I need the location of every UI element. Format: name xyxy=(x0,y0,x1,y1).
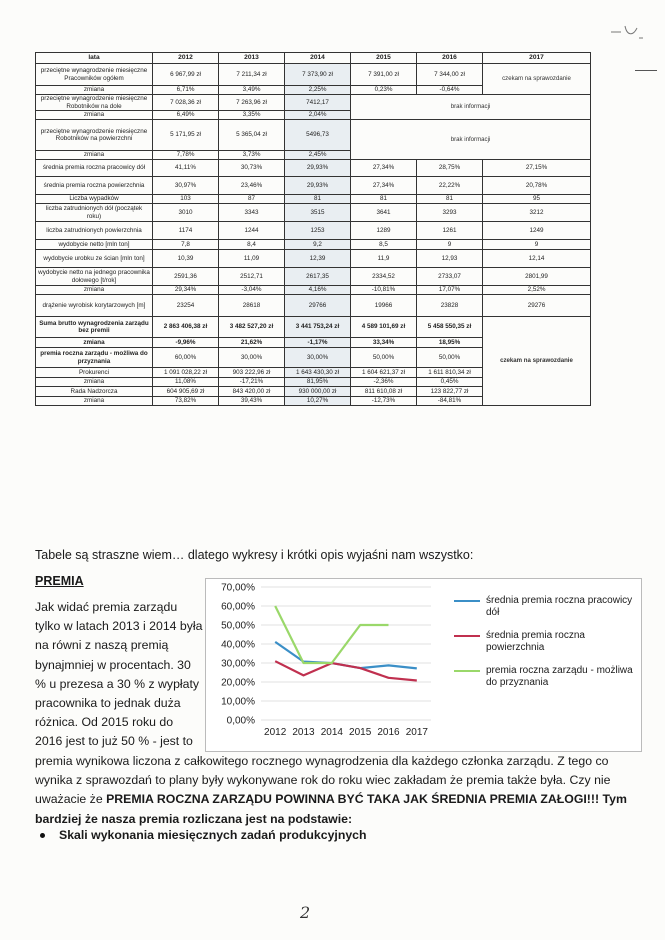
cell: 3 482 527,20 zł xyxy=(219,317,285,338)
row-label: zmiana xyxy=(36,338,153,348)
cell: 3212 xyxy=(483,204,591,222)
cell: 2801,99 xyxy=(483,268,591,286)
cell: 1 643 430,30 zł xyxy=(285,368,351,378)
cell: 1261 xyxy=(417,222,483,240)
row-label: Rada Nadzorcza xyxy=(36,387,153,397)
row-label: Suma brutto wynagrodzenia zarządu bez premii xyxy=(36,317,153,338)
header-cell: 2015 xyxy=(351,53,417,64)
row-label: liczba zatrudnionych dół (początek roku) xyxy=(36,204,153,222)
cell: -84,81% xyxy=(417,397,483,406)
y-tick-label: 60,00% xyxy=(221,601,255,613)
cell: 30,00% xyxy=(219,348,285,368)
cell: 1174 xyxy=(153,222,219,240)
table-row xyxy=(36,64,591,86)
cell: 9,2 xyxy=(285,240,351,250)
cell: 27,34% xyxy=(351,177,417,195)
bullet-text: Skali wykonania miesięcznych zadań produkcyjnych xyxy=(59,828,367,842)
legend-swatch xyxy=(454,635,480,637)
cell: -2,36% xyxy=(351,378,417,387)
legend-label: premia roczna zarządu - możliwa do przyznania xyxy=(486,665,633,688)
row-label: przeciętne wynagrodzenie miesięczne Robotników na dole xyxy=(36,95,153,111)
cell: 23,46% xyxy=(219,177,285,195)
y-tick-label: 10,00% xyxy=(221,696,255,708)
legend-item xyxy=(454,665,634,689)
row-label: Prokurenci xyxy=(36,368,153,378)
cell: 7 373,90 zł xyxy=(285,64,351,86)
cell: 2617,35 xyxy=(285,268,351,286)
cell: 50,00% xyxy=(351,348,417,368)
row-label: zmiana xyxy=(36,86,153,95)
cell: 17,07% xyxy=(417,286,483,295)
cell: 9 xyxy=(483,240,591,250)
legend-swatch xyxy=(454,600,480,602)
row-label: wydobycie netto [mln ton] xyxy=(36,240,153,250)
y-tick-label: 50,00% xyxy=(221,620,255,632)
bullet-item xyxy=(40,828,367,842)
cell: 60,00% xyxy=(153,348,219,368)
cell: 73,82% xyxy=(153,397,219,406)
chart-legend xyxy=(454,595,634,700)
cell: 6 967,99 zł xyxy=(153,64,219,86)
row-label: zmiana xyxy=(36,111,153,120)
cell: 903 222,96 zł xyxy=(219,368,285,378)
cell: 27,15% xyxy=(483,160,591,177)
x-tick-label: 2013 xyxy=(292,727,315,738)
row-label: średnia premia roczna powierzchnia xyxy=(36,177,153,195)
cell: -12,73% xyxy=(351,397,417,406)
cell: 8,5 xyxy=(351,240,417,250)
header-cell: lata xyxy=(36,53,153,64)
cell: 3010 xyxy=(153,204,219,222)
cell: 4 589 101,69 zł xyxy=(351,317,417,338)
cell: 3 441 753,24 zł xyxy=(285,317,351,338)
cell: -0,64% xyxy=(417,86,483,95)
row-label: premia roczna zarządu - możliwa do przyznania xyxy=(36,348,153,368)
table-row xyxy=(36,240,591,250)
cell: 2,52% xyxy=(483,286,591,295)
legend-swatch xyxy=(454,670,480,672)
table-row xyxy=(36,222,591,240)
row-label: wydobycie netto na jednego pracownika dołowego [t/rok] xyxy=(36,268,153,286)
cell: 7,8 xyxy=(153,240,219,250)
cell: 3,35% xyxy=(219,111,285,120)
cell: 3293 xyxy=(417,204,483,222)
table-row xyxy=(36,177,591,195)
header-cell: 2017 xyxy=(483,53,591,64)
cell: 811 610,08 zł xyxy=(351,387,417,397)
row-label: przeciętne wynagrodzenie miesięczne Robotników na powierzchni xyxy=(36,120,153,151)
cell: 1 604 621,37 zł xyxy=(351,368,417,378)
note-cell: brak informacji xyxy=(351,120,591,160)
table-row xyxy=(36,317,591,338)
cell: 604 905,69 zł xyxy=(153,387,219,397)
cell: 1 611 810,34 zł xyxy=(417,368,483,378)
cell: 18,95% xyxy=(417,338,483,348)
cell: 5496,73 xyxy=(285,120,351,151)
table-row xyxy=(36,286,591,295)
table-row xyxy=(36,195,591,204)
table-row xyxy=(36,250,591,268)
cell: 81 xyxy=(285,195,351,204)
cell: 33,34% xyxy=(351,338,417,348)
cell: 28618 xyxy=(219,295,285,317)
y-tick-label: 20,00% xyxy=(221,677,255,689)
cell: 29,34% xyxy=(153,286,219,295)
cell: 1249 xyxy=(483,222,591,240)
cell: 29,93% xyxy=(285,160,351,177)
table-row xyxy=(36,268,591,286)
margin-dash xyxy=(635,70,657,71)
legend-label: średnia premia roczna pracowicy dół xyxy=(486,595,633,618)
cell: 22,22% xyxy=(417,177,483,195)
cell: 23828 xyxy=(417,295,483,317)
cell: 5 171,95 zł xyxy=(153,120,219,151)
cell: 7 391,00 zł xyxy=(351,64,417,86)
cell: 3641 xyxy=(351,204,417,222)
y-tick-label: 0,00% xyxy=(226,715,255,727)
cell: 7 263,96 zł xyxy=(219,95,285,111)
cell: 27,34% xyxy=(351,160,417,177)
cell: 12,39 xyxy=(285,250,351,268)
cell: 81,95% xyxy=(285,378,351,387)
series-line xyxy=(275,661,417,680)
cell: -9,96% xyxy=(153,338,219,348)
cell: 2,04% xyxy=(285,111,351,120)
cell: -17,21% xyxy=(219,378,285,387)
header-cell: 2016 xyxy=(417,53,483,64)
cell: 3,49% xyxy=(219,86,285,95)
cell: 6,71% xyxy=(153,86,219,95)
cell: 30,73% xyxy=(219,160,285,177)
cell: 81 xyxy=(417,195,483,204)
cell: 12,14 xyxy=(483,250,591,268)
cell: 11,9 xyxy=(351,250,417,268)
row-label: zmiana xyxy=(36,397,153,406)
table-row xyxy=(36,95,591,111)
row-label: zmiana xyxy=(36,151,153,160)
cell: 5 365,04 zł xyxy=(219,120,285,151)
section-heading: PREMIA xyxy=(35,574,84,588)
cell: 1253 xyxy=(285,222,351,240)
cell: 1289 xyxy=(351,222,417,240)
row-label: wydobycie urobku ze ścian [mln ton] xyxy=(36,250,153,268)
row-label: liczba zatrudnionych powierzchnia xyxy=(36,222,153,240)
x-tick-label: 2015 xyxy=(349,727,372,738)
scan-mark-icon xyxy=(607,18,647,48)
row-label: średnia premia roczna pracowicy dół xyxy=(36,160,153,177)
cell: 2733,07 xyxy=(417,268,483,286)
series-line xyxy=(275,642,417,669)
cell: 930 000,00 zł xyxy=(285,387,351,397)
cell: 30,00% xyxy=(285,348,351,368)
cell: 23254 xyxy=(153,295,219,317)
cell: 95 xyxy=(483,195,591,204)
cell: 41,11% xyxy=(153,160,219,177)
header-cell: 2014 xyxy=(285,53,351,64)
cell: 3515 xyxy=(285,204,351,222)
cell: 6,49% xyxy=(153,111,219,120)
header-cell: 2013 xyxy=(219,53,285,64)
cell: 3,73% xyxy=(219,151,285,160)
cell: 87 xyxy=(219,195,285,204)
cell: 19966 xyxy=(351,295,417,317)
page-number: 2 xyxy=(300,903,311,922)
cell: 7 211,34 zł xyxy=(219,64,285,86)
row-label: drążenie wyrobisk korytarzowych [m] xyxy=(36,295,153,317)
cell: 7 344,00 zł xyxy=(417,64,483,86)
cell: 21,62% xyxy=(219,338,285,348)
x-tick-label: 2017 xyxy=(405,727,428,738)
cell: 2,25% xyxy=(285,86,351,95)
note-cell: czekam na sprawozdanie xyxy=(483,64,591,95)
row-label: zmiana xyxy=(36,286,153,295)
cell: 2 863 406,38 zł xyxy=(153,317,219,338)
intro-text: Tabele są straszne wiem… dlatego wykresy i krótki opis wyjaśni nam wszystko: xyxy=(35,548,474,562)
statistics-table xyxy=(35,52,591,406)
cell: 2334,52 xyxy=(351,268,417,286)
note-cell: czekam na sprawozdanie xyxy=(483,317,591,406)
cell: 12,93 xyxy=(417,250,483,268)
premia-paragraph: Jak widać premia zarządu tylko w latach 2013 i 2014 była na równi z naszą premią bynajmniej w procentach. 30 % u prezesa a 30 % z wypłaty pracownika to jednak duża różnica. Od 2015 roku do 2016 jest to już 50 % - jest to xyxy=(35,600,203,749)
table-row xyxy=(36,160,591,177)
cell: 0,45% xyxy=(417,378,483,387)
cell: 11,09 xyxy=(219,250,285,268)
cell: 0,23% xyxy=(351,86,417,95)
cell: 20,78% xyxy=(483,177,591,195)
cell: 3343 xyxy=(219,204,285,222)
cell: 10,39 xyxy=(153,250,219,268)
y-tick-label: 30,00% xyxy=(221,658,255,670)
cell: 2591,36 xyxy=(153,268,219,286)
legend-label: średnia premia roczna powierzchnia xyxy=(486,630,585,653)
cell: 1 091 028,22 zł xyxy=(153,368,219,378)
cell: 103 xyxy=(153,195,219,204)
cell: -3,04% xyxy=(219,286,285,295)
cell: 2,45% xyxy=(285,151,351,160)
cell: 9 xyxy=(417,240,483,250)
table-row xyxy=(36,295,591,317)
premia-chart xyxy=(205,578,642,752)
cell: 11,08% xyxy=(153,378,219,387)
row-label: przeciętne wynagrodzenie miesięczne Pracowników ogółem xyxy=(36,64,153,86)
cell: 29,93% xyxy=(285,177,351,195)
y-tick-label: 40,00% xyxy=(221,639,255,651)
cell: 5 458 550,35 zł xyxy=(417,317,483,338)
cell: 39,43% xyxy=(219,397,285,406)
row-label: Liczba wypadków xyxy=(36,195,153,204)
cell: 843 420,00 zł xyxy=(219,387,285,397)
cell: -10,81% xyxy=(351,286,417,295)
cell: 2512,71 xyxy=(219,268,285,286)
cell: 29276 xyxy=(483,295,591,317)
paragraph-text: premia wynikowa liczona z całkowitego rocznego wynagrodzenia dla każdego członka zarządu. Z tego co wynika z sprawozdań to plany były wykonywane rok do roku wiec zakładam że premia także była. Czy nie uważacie że xyxy=(35,754,611,807)
note-cell: brak informacji xyxy=(351,95,591,120)
row-label: zmiana xyxy=(36,378,153,387)
table-row xyxy=(36,120,591,151)
cell: 30,97% xyxy=(153,177,219,195)
paragraph-emphasis: PREMIA ROCZNA ZARZĄDU POWINNA BYĆ TAKA JAK ŚREDNIA PREMIA ZAŁOGI!!! Tym bardziej że nasza premia rozliczana jest na podstawie: xyxy=(35,792,627,826)
x-tick-label: 2012 xyxy=(264,727,287,738)
cell: 123 822,77 zł xyxy=(417,387,483,397)
cell: 29766 xyxy=(285,295,351,317)
cell: 81 xyxy=(351,195,417,204)
cell: 10,27% xyxy=(285,397,351,406)
cell: -1,17% xyxy=(285,338,351,348)
cell: 4,16% xyxy=(285,286,351,295)
cell: 7 028,36 zł xyxy=(153,95,219,111)
cell: 50,00% xyxy=(417,348,483,368)
cell: 1244 xyxy=(219,222,285,240)
table-header-row xyxy=(36,53,591,64)
cell: 7,78% xyxy=(153,151,219,160)
cell: 8,4 xyxy=(219,240,285,250)
cell: 7412,17 xyxy=(285,95,351,111)
legend-item xyxy=(454,630,634,654)
table-row xyxy=(36,204,591,222)
cell: 28,75% xyxy=(417,160,483,177)
bullet-icon xyxy=(40,833,45,838)
legend-item xyxy=(454,595,634,619)
premia-continuation xyxy=(35,752,635,829)
x-tick-label: 2014 xyxy=(320,727,343,738)
header-cell: 2012 xyxy=(153,53,219,64)
x-tick-label: 2016 xyxy=(377,727,400,738)
y-tick-label: 70,00% xyxy=(221,582,255,594)
